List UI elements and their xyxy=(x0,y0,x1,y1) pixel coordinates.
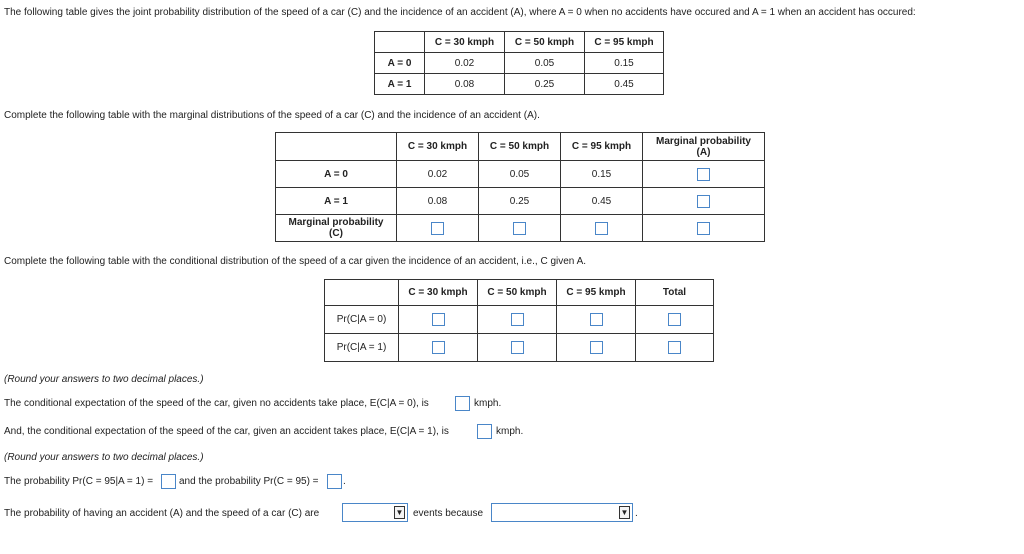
prob-end-text: . xyxy=(343,476,346,487)
cond-a0-c30-input[interactable] xyxy=(432,313,445,326)
conditional-table xyxy=(324,279,714,362)
marginal-c30-cell xyxy=(397,215,479,242)
table1-header: C = 50 kmph xyxy=(505,32,585,53)
table3-header: C = 95 kmph xyxy=(557,280,636,306)
marginal-c30-input[interactable] xyxy=(431,222,444,235)
marginal-total-cell xyxy=(643,215,765,242)
table1-row-label: A = 0 xyxy=(375,53,425,74)
marginal-a1-input[interactable] xyxy=(697,195,710,208)
marginal-c-label-line2: (C) xyxy=(329,228,343,239)
cond-a1-total-input[interactable] xyxy=(668,341,681,354)
prob-text: The probability Pr(C = 95|A = 1) = xyxy=(4,476,154,487)
cond-a0-c50-cell xyxy=(478,306,557,334)
cond-a0-c50-input[interactable] xyxy=(511,313,524,326)
table2-cell: 0.08 xyxy=(397,188,479,215)
round-note: (Round your answers to two decimal places.) xyxy=(4,374,204,385)
marginal-c95-cell xyxy=(561,215,643,242)
last-middle-text: events because xyxy=(413,508,484,519)
cond-exp-1-input[interactable] xyxy=(455,396,470,411)
cond-a0-total-input[interactable] xyxy=(668,313,681,326)
table2-row-label: A = 0 xyxy=(276,161,397,188)
table1-cell: 0.25 xyxy=(505,74,585,95)
last-text: The probability of having an accident (A) and the speed of a car (C) are xyxy=(4,508,320,519)
cond-a1-c30-input[interactable] xyxy=(432,341,445,354)
intro-text: The following table gives the joint probability distribution of the speed of a car (C) and the incidence of an accident (A), where A = 0 when no accidents have occured and A = 1 when an accident has occured: xyxy=(4,7,916,18)
table1-cell: 0.05 xyxy=(505,53,585,74)
independence-dropdown[interactable] xyxy=(342,503,408,522)
marginal-c-row-label xyxy=(276,215,397,242)
table1-cell: 0.45 xyxy=(585,74,664,95)
table1-cell: 0.08 xyxy=(425,74,505,95)
prob-middle-text: and the probability Pr(C = 95) = xyxy=(179,476,319,487)
table1-corner xyxy=(375,32,425,53)
cond-a1-total-cell xyxy=(636,334,714,362)
prob-conditional-input[interactable] xyxy=(161,474,176,489)
table2-cell: 0.45 xyxy=(561,188,643,215)
table3-header: C = 50 kmph xyxy=(478,280,557,306)
marginal-a0-input[interactable] xyxy=(697,168,710,181)
marginal-a-header xyxy=(643,133,765,161)
marginal-a-header-line1: Marginal probability xyxy=(655,135,751,147)
chevron-down-icon: ▼ xyxy=(395,508,404,517)
chevron-down-icon: ▼ xyxy=(620,508,629,517)
table3-header: C = 30 kmph xyxy=(399,280,478,306)
table2-corner xyxy=(276,133,397,161)
table1-cell: 0.15 xyxy=(585,53,664,74)
marginal-c95-input[interactable] xyxy=(595,222,608,235)
prob-marginal-input[interactable] xyxy=(327,474,342,489)
table2-cell: 0.25 xyxy=(479,188,561,215)
table1-header: C = 30 kmph xyxy=(425,32,505,53)
table3-row-label: Pr(C|A = 0) xyxy=(325,306,399,334)
cond-a0-c95-input[interactable] xyxy=(590,313,603,326)
cond-exp-2-unit: kmph. xyxy=(496,426,524,437)
cond-a0-c95-cell xyxy=(557,306,636,334)
table1-row-label: A = 1 xyxy=(375,74,425,95)
reason-dropdown[interactable] xyxy=(491,503,633,522)
marginal-instruction: Complete the following table with the marginal distributions of the speed of a car (C) and the incidence of an accident (A). xyxy=(4,110,540,121)
table2-cell: 0.02 xyxy=(397,161,479,188)
cond-a1-c30-cell xyxy=(399,334,478,362)
marginal-a-header-line2: (A) xyxy=(696,146,711,158)
table2-row-label: A = 1 xyxy=(276,188,397,215)
cond-a1-c50-cell xyxy=(478,334,557,362)
table3-corner xyxy=(325,280,399,306)
cond-a1-c95-input[interactable] xyxy=(590,341,603,354)
table1-header: C = 95 kmph xyxy=(585,32,664,53)
table1-cell: 0.02 xyxy=(425,53,505,74)
marginal-table xyxy=(275,132,765,242)
marginal-a1-cell xyxy=(643,188,765,215)
table3-header: Total xyxy=(636,280,714,306)
marginal-total-input[interactable] xyxy=(697,222,710,235)
conditional-instruction: Complete the following table with the conditional distribution of the speed of a car given the incidence of an accident, i.e., C given A. xyxy=(4,256,587,267)
cond-exp-1-unit: kmph. xyxy=(474,398,502,409)
cond-a1-c50-input[interactable] xyxy=(511,341,524,354)
joint-distribution-table xyxy=(374,31,664,95)
cond-a0-c30-cell xyxy=(399,306,478,334)
cond-exp-2-text: And, the conditional expectation of the speed of the car, given an accident takes place, E(C|A = 1), is xyxy=(4,426,449,437)
cond-a1-c95-cell xyxy=(557,334,636,362)
last-end-text: . xyxy=(635,508,638,519)
marginal-a0-cell xyxy=(643,161,765,188)
marginal-c-label-line1: Marginal probability xyxy=(288,217,384,228)
round-note: (Round your answers to two decimal places.) xyxy=(4,452,204,463)
cond-exp-1-text: The conditional expectation of the speed of the car, given no accidents take place, E(C|A = 0), is xyxy=(4,398,429,409)
marginal-c50-input[interactable] xyxy=(513,222,526,235)
table2-header: C = 30 kmph xyxy=(397,133,479,161)
table3-row-label: Pr(C|A = 1) xyxy=(325,334,399,362)
marginal-c50-cell xyxy=(479,215,561,242)
table2-cell: 0.05 xyxy=(479,161,561,188)
table2-header: C = 95 kmph xyxy=(561,133,643,161)
table2-cell: 0.15 xyxy=(561,161,643,188)
cond-exp-2-input[interactable] xyxy=(477,424,492,439)
table2-header: C = 50 kmph xyxy=(479,133,561,161)
cond-a0-total-cell xyxy=(636,306,714,334)
